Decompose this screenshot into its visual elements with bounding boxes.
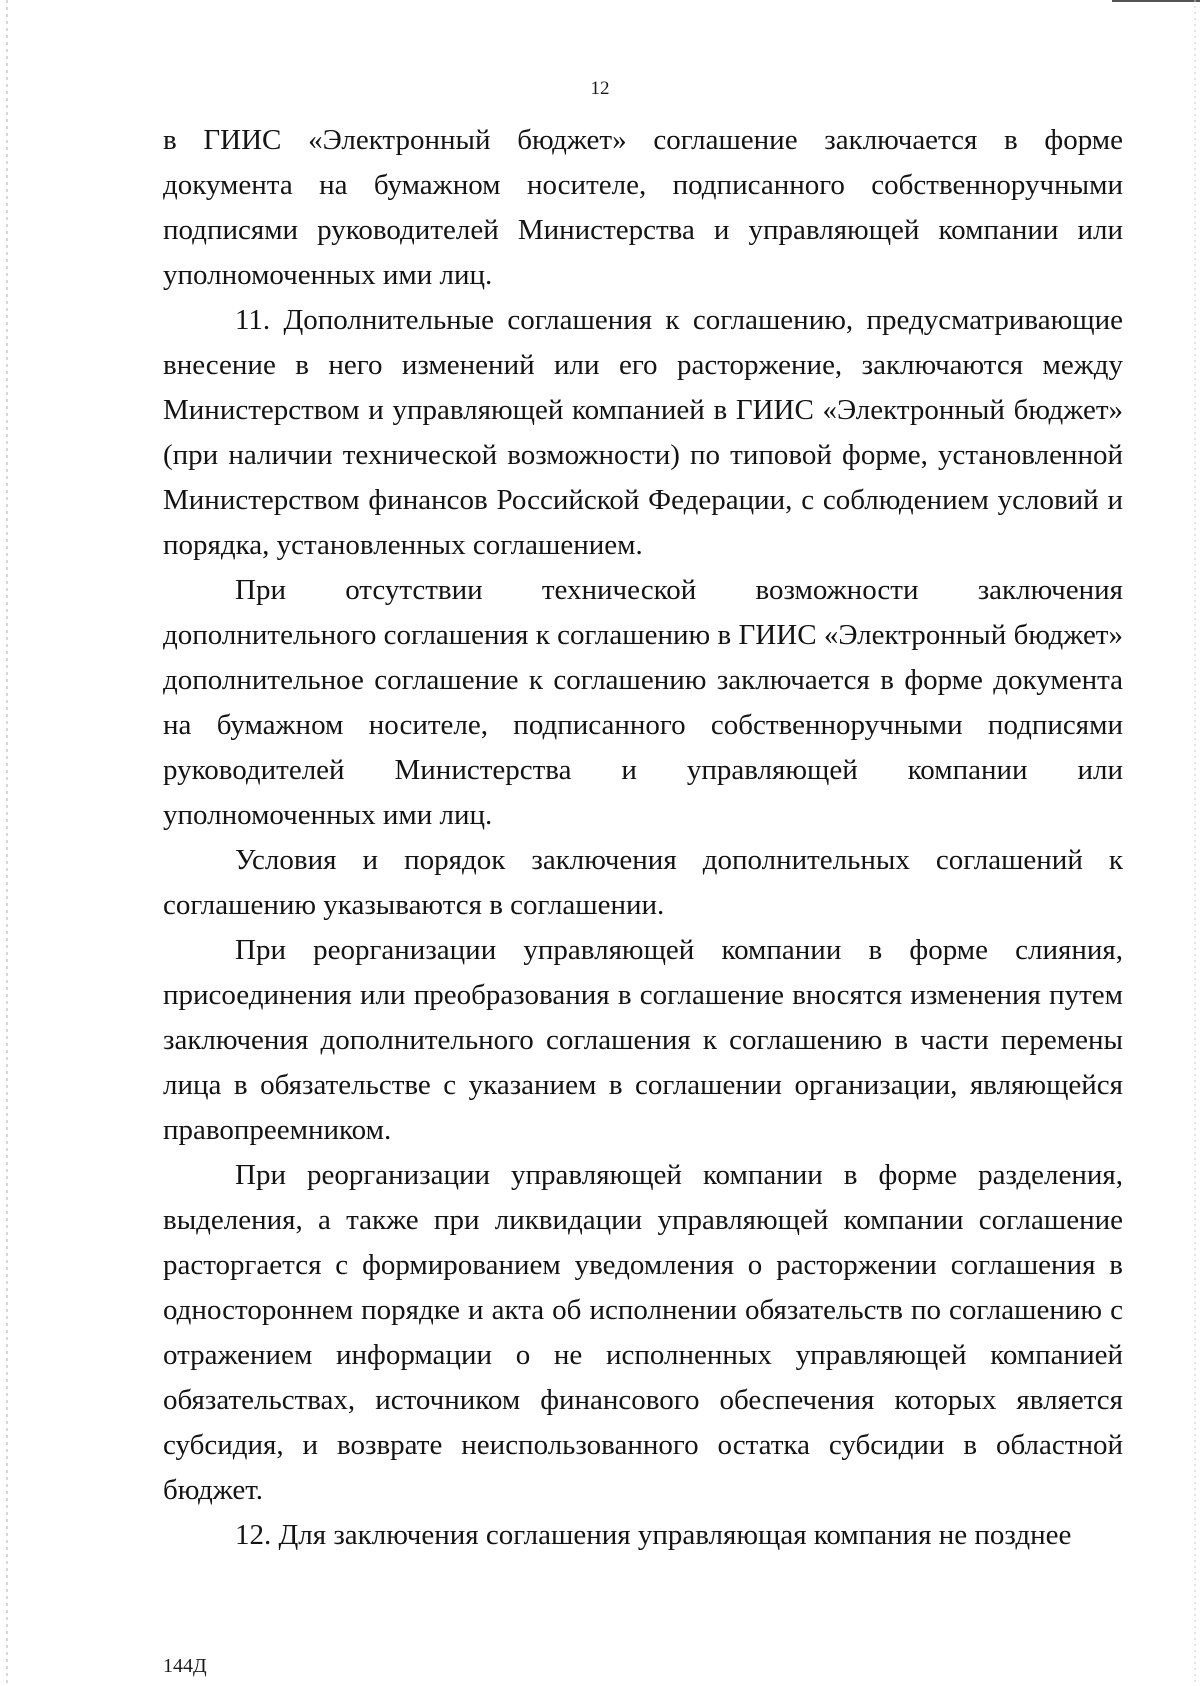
paragraph-item-11: 11. Дополнительные соглашения к соглашению, предусматривающие внесение в него изменений или его расторжение, заключаются между Министерством и управляющей компанией в ГИИС «Электронный бюджет» (при наличии технической возможности) по типовой форме, установленной Министерством финансов Российской Федерации, с соблюдением условий и порядка, установленных соглашением. — [163, 304, 1123, 561]
paragraph-conditions: Условия и порядок заключения дополнительных соглашений к соглашению указываются в соглашении. — [163, 844, 1123, 921]
paragraph-no-technical-possibility: При отсутствии технической возможности заключения дополнительного соглашения к соглашению в ГИИС «Электронный бюджет» дополнительное соглашение к соглашению заключается в форме документа на бумажном носителе, подписанного собственноручными подписями руководителей Министерства и управляющей компании или уполномоченных ими лиц. — [163, 574, 1123, 831]
paragraph-reorganization-division: При реорганизации управляющей компании в форме разделения, выделения, а также при ликвидации управляющей компании соглашение расторгается с формированием уведомления о расторжении соглашения в одностороннем порядке и акта об исполнении обязательств по соглашению с отражением информации о не исполненных управляющей компанией обязательствах, источником финансового обеспечения которых является субсидия, и возврате неиспользованного остатка субсидии в областной бюджет. — [163, 1159, 1123, 1506]
paragraph-continuation: в ГИИС «Электронный бюджет» соглашение заключается в форме документа на бумажном носителе, подписанного собственноручными подписями руководителей Министерства и управляющей компании или уполномоченных ими лиц. — [163, 124, 1123, 291]
page-number: 12 — [590, 78, 610, 99]
scan-edge-line — [1112, 0, 1200, 2]
paragraph-item-12: 12. Для заключения соглашения управляющая компания не позднее — [235, 1519, 1072, 1551]
paragraph-reorganization-merger: При реорганизации управляющей компании в форме слияния, присоединения или преобразования в соглашение вносятся изменения путем заключения дополнительного соглашения к соглашению в части перемены лица в обязательстве с указанием в соглашении организации, являющейся правопреемником. — [163, 934, 1123, 1146]
footer-code: 144Д — [163, 1655, 207, 1677]
document-body — [163, 118, 1123, 1558]
